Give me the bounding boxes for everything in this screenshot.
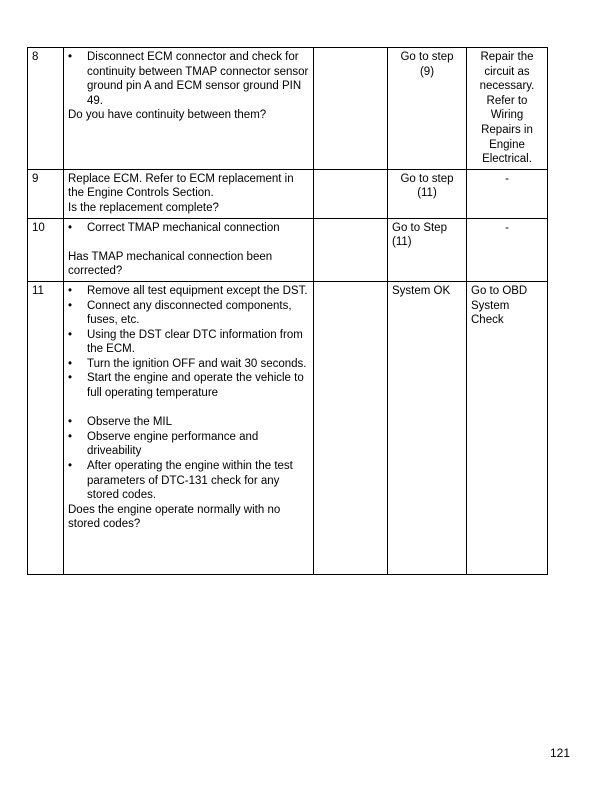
action-cell xyxy=(64,281,314,574)
step-number: 11 xyxy=(28,281,64,574)
no-cell: - xyxy=(467,169,548,218)
no-cell: - xyxy=(467,218,548,281)
action-bullet: • Turn the ignition OFF and wait 30 seconds. xyxy=(68,357,309,372)
step-number: 8 xyxy=(28,48,64,170)
no-cell: Go to OBD System Check xyxy=(467,281,548,574)
action-bullet-list xyxy=(68,284,309,401)
action-bullet: • After operating the engine within the test parameters of DTC-131 check for any stored codes. xyxy=(68,459,309,503)
page-number: 121 xyxy=(549,746,570,760)
no-cell: Repair the circuit as necessary. Refer to Wiring Repairs in Engine Electrical. xyxy=(467,48,548,170)
action-bullet: • Using the DST clear DTC information from the ECM. xyxy=(68,328,309,357)
table-row xyxy=(28,48,548,170)
value-cell xyxy=(314,48,388,170)
action-bullet: • Correct TMAP mechanical connection xyxy=(68,221,309,236)
action-bullet: • Connect any disconnected components, fuses, etc. xyxy=(68,299,309,328)
yes-cell: Go to step (11) xyxy=(388,169,467,218)
step-number: 9 xyxy=(28,169,64,218)
action-bullet-list xyxy=(68,415,309,503)
action-cell xyxy=(64,169,314,218)
step-number: 10 xyxy=(28,218,64,281)
diagnostic-table xyxy=(27,47,548,575)
action-question: Is the replacement complete? xyxy=(68,201,219,214)
action-bullet: • Start the engine and operate the vehicle to full operating temperature xyxy=(68,371,309,400)
table-row xyxy=(28,281,548,574)
action-cell xyxy=(64,48,314,170)
action-bullet: • Remove all test equipment except the DST. xyxy=(68,284,309,299)
action-question: Does the engine operate normally with no stored codes? xyxy=(68,503,281,531)
action-bullet-list xyxy=(68,221,309,236)
action-cell xyxy=(64,218,314,281)
action-bullet: • Disconnect ECM connector and check for continuity between TMAP connector sensor ground pin A and ECM sensor ground PIN 49. xyxy=(68,50,309,108)
table-row xyxy=(28,169,548,218)
yes-cell: Go to step (9) xyxy=(388,48,467,170)
value-cell xyxy=(314,218,388,281)
action-text: Replace ECM. Refer to ECM replacement in the Engine Controls Section. xyxy=(68,172,294,200)
action-question: Has TMAP mechanical connection been corrected? xyxy=(68,250,273,278)
action-question: Do you have continuity between them? xyxy=(68,109,267,122)
value-cell xyxy=(314,281,388,574)
action-bullet: • Observe the MIL xyxy=(68,415,309,430)
action-bullet-list xyxy=(68,50,309,108)
action-bullet: • Observe engine performance and driveability xyxy=(68,430,309,459)
value-cell xyxy=(314,169,388,218)
yes-cell: System OK xyxy=(388,281,467,574)
table-row xyxy=(28,218,548,281)
yes-cell: Go to Step (11) xyxy=(388,218,467,281)
